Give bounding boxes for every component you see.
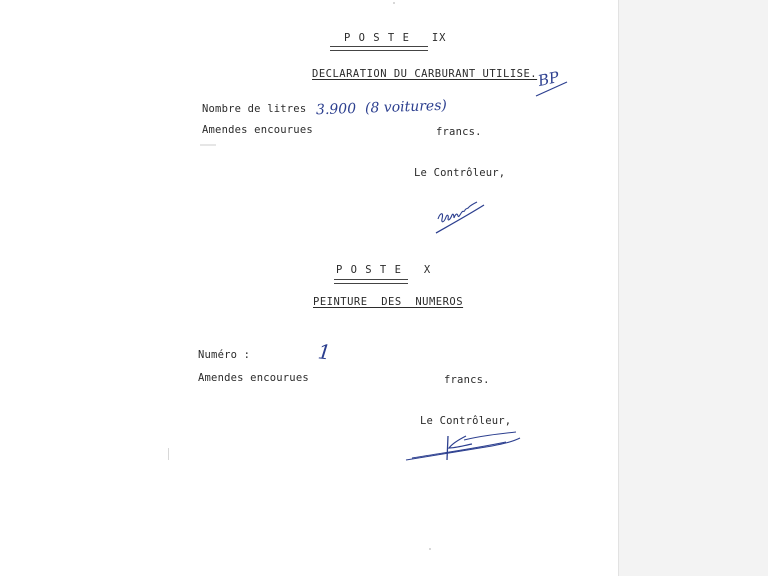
controleur-label-x: Le Contrôleur, <box>420 415 512 427</box>
amendes-label-x: Amendes encourues <box>198 372 309 384</box>
paper-mark <box>429 548 431 550</box>
page-edge-shadow <box>618 0 768 576</box>
francs-label-x: francs. <box>444 374 490 386</box>
amendes-label-ix: Amendes encourues <box>202 124 313 136</box>
poste-ix-rule-1 <box>330 46 428 47</box>
paper-mark <box>168 448 169 460</box>
poste-ix-subtitle: DECLARATION DU CARBURANT UTILISE. <box>312 68 538 80</box>
paper-mark <box>393 2 395 4</box>
controleur-signature-x <box>402 424 526 464</box>
nombre-litres-value: 3.900 (8 voitures) <box>315 97 448 119</box>
numero-label: Numéro : <box>198 349 251 361</box>
margin-initials: BP <box>536 68 561 90</box>
poste-x-title: P O S T E X <box>336 264 432 276</box>
poste-ix-title: P O S T E IX <box>344 32 447 44</box>
numero-value: 1 <box>316 339 332 365</box>
controleur-label-ix: Le Contrôleur, <box>414 167 506 179</box>
margin-initials-stroke <box>534 78 570 100</box>
poste-x-rule-2 <box>334 283 408 284</box>
nombre-litres-label: Nombre de litres <box>202 103 307 115</box>
francs-label-ix: francs. <box>436 126 482 138</box>
poste-x-subtitle: PEINTURE DES NUMEROS <box>313 296 464 308</box>
controleur-signature-ix <box>432 195 492 239</box>
poste-x-rule-1 <box>334 279 408 280</box>
poste-ix-rule-2 <box>330 50 428 51</box>
paper-mark <box>200 144 216 146</box>
